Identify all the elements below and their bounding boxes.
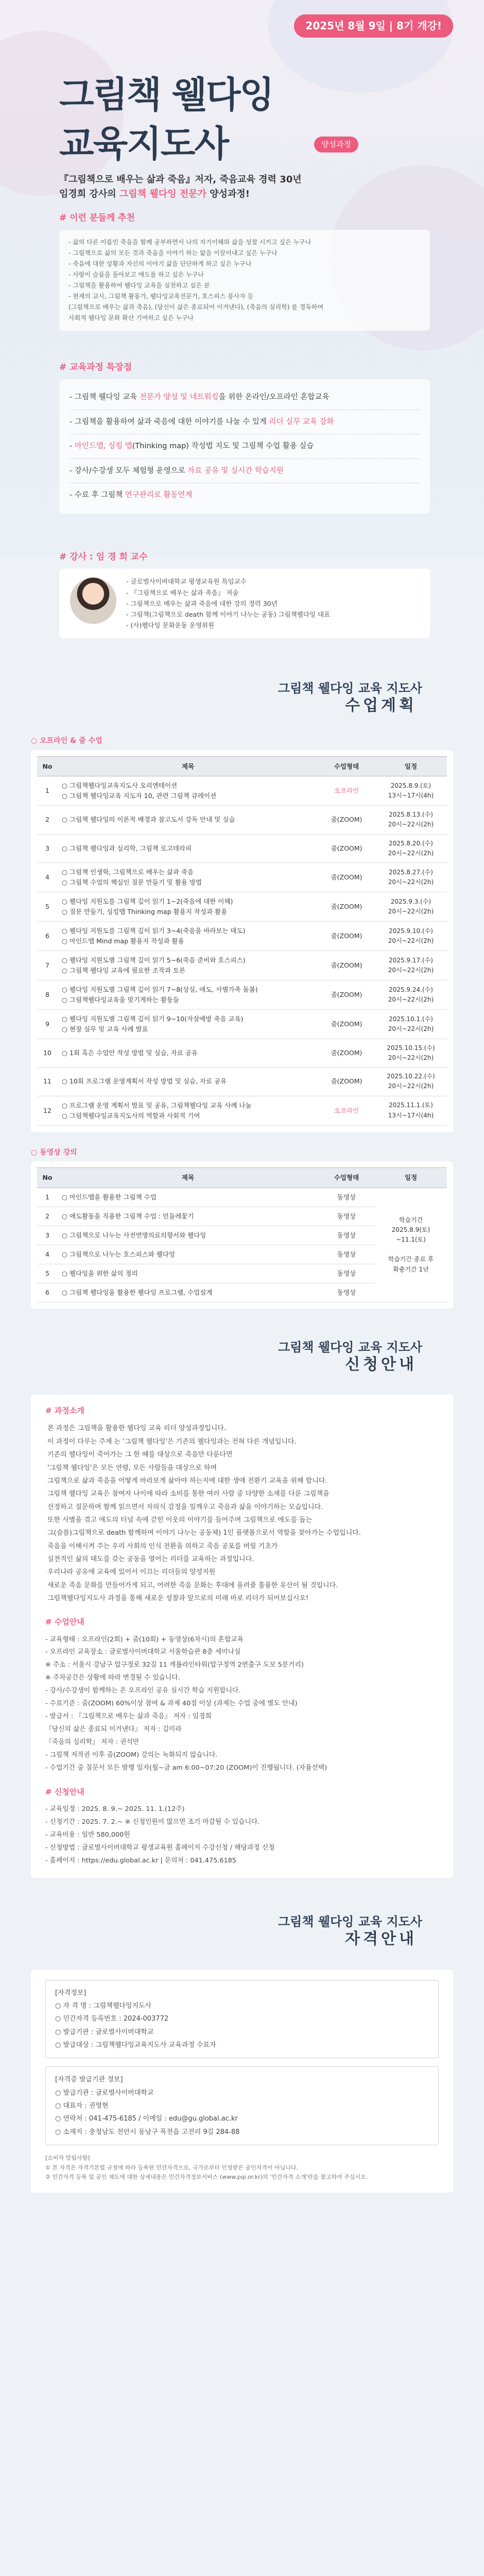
cell-no: 10 — [37, 1039, 58, 1067]
paragraph-line: 이 과정이 다루는 주제 는 '그림책 웰다잉'은 기존의 웰다잉과는 전혀 다른 개념입니다. — [47, 1437, 297, 1446]
col-header: 수업형태 — [318, 1168, 375, 1188]
cell-mode: 동영상 — [318, 1188, 375, 1207]
intro-line2 — [59, 187, 430, 201]
cell-date: 2025.8.9.(토) 13시~17시(4h) — [375, 776, 447, 806]
qual-heading — [0, 1914, 484, 1949]
course-badge: 양성과정 — [314, 137, 358, 152]
list-item: ○ 발급대상 : 그림책웰다잉교육지도사 교육과정 수료자 — [55, 2041, 216, 2049]
list-item: ○ 자 격 명 : 그림책웰다잉지도사 — [55, 2002, 152, 2010]
cell-no: 2 — [37, 1207, 58, 1226]
issuer-info-list — [55, 2087, 429, 2139]
cell-mode: 동영상 — [318, 1207, 375, 1226]
table-row — [37, 806, 447, 834]
cell-date: 학습기간 2025.8.9(토) ~11.1(토) 학습기간 종료 후 확충기간 1년 — [375, 1188, 447, 1302]
col-header: 제목 — [58, 756, 318, 776]
qualification-box — [31, 1970, 453, 2193]
intro-highlight: 그림책 웰다잉 전문가 — [119, 188, 206, 199]
class-info-list — [45, 1634, 439, 1775]
cell-mode: 동영상 — [318, 1264, 375, 1283]
table-row — [37, 1009, 447, 1039]
list-item: - 삶의 다른 이름인 죽음을 함께 공부하면서 나의 자기이해와 삶을 성찰 시키고 싶은 누구나 — [68, 239, 312, 246]
video-label: ○ 동영상 강의 — [31, 1148, 77, 1157]
issuer-info-box — [45, 2066, 439, 2145]
intro-line1: 『그림책으로 배우는 삶과 죽음』저자, 죽음교육 경력 30년 — [59, 174, 302, 185]
list-item: ※ 주소 : 서울시 강남구 압구정로 32길 11 캐롤라인타워(압구정역 2번출구 도보 5분거리) — [45, 1661, 304, 1669]
cell-mode: 동영상 — [318, 1226, 375, 1245]
bio-line: - 그림책(그림책으로 death 함께 이야기 나누는 공동) 그림책웰다잉 대표 — [126, 611, 331, 619]
cell-no: 11 — [37, 1067, 58, 1096]
feature-text: - 그림책을 활용하여 삶과 죽음에 대한 이야기를 나눌 수 있게 — [70, 417, 269, 426]
table-row — [37, 1039, 447, 1067]
intro-line2-a: 임경희 강사의 — [59, 188, 119, 199]
qual-info-box — [45, 1980, 439, 2059]
schedule-section — [0, 660, 484, 2224]
cell-date: 2025.9.10.(수) 20시~22시(2h) — [375, 921, 447, 951]
table-row — [37, 921, 447, 951]
cell-date: 2025.10.15.(수) 20시~22시(2h) — [375, 1039, 447, 1067]
list-item: ○ 소재지 : 충청남도 천안시 동남구 목천읍 고전리 9길 284-88 — [55, 2128, 240, 2136]
list-item: 사회적 웰다잉 문화 확산 기여하고 싶은 누구나 — [68, 314, 194, 322]
qual-heading-small: 그림책 웰다잉 교육 지도사 — [278, 1914, 422, 1929]
cell-no: 3 — [37, 834, 58, 862]
qual-info-title: [자격정보] — [55, 1989, 87, 1997]
qual-heading-big: 자격안내 — [345, 1930, 417, 1948]
cell-title: ○ 웰다잉 지원도별 그림책 깊이 읽기 9~10(자살예방 죽음 교육) ○ 현장 실무 및 교육 사례 발표 — [58, 1009, 318, 1039]
col-header: 일정 — [375, 756, 447, 776]
page-title-line2: 교육지도사 — [59, 123, 229, 165]
bio-line: - 『그림책으로 배우는 삶과 죽음』 저술 — [126, 588, 239, 597]
cell-no: 6 — [37, 1283, 58, 1302]
feature-text: - 강사/수강생 모두 체험형 운영으로 — [70, 466, 188, 475]
feature-row — [70, 434, 420, 459]
cell-mode: 동영상 — [318, 1283, 375, 1302]
list-item: - 신청기간 : 2025. 7. 2.~ ※ 신청인원이 많으면 조기 마감될 수 있습니다. — [45, 1818, 260, 1826]
offline-zoom-label: ○ 오프라인 & 줌 수업 — [31, 737, 102, 745]
schedule-heading-big: 수업계획 — [345, 696, 417, 715]
bio-line: - (사)웰다잉 문화운동 운영위원 — [126, 621, 215, 630]
cell-mode: 줌(ZOOM) — [318, 1067, 375, 1096]
table-row — [37, 1188, 447, 1207]
lecturer-box — [59, 569, 430, 638]
cell-no: 1 — [37, 776, 58, 806]
table-row — [37, 951, 447, 980]
guide-heading-small: 그림책 웰다잉 교육 지도사 — [278, 1340, 422, 1354]
feature-row — [70, 483, 420, 507]
intro-text — [59, 173, 430, 201]
cell-title: ○ 그림책 웰다잉의 이론적 배경과 참고도서 강독 안내 및 실습 — [58, 806, 318, 834]
table-row — [37, 776, 447, 806]
feature-text: - — [70, 442, 75, 451]
list-item: - 수업기간 중 질문서 모든 발행 일자(월~금 am 6:00~07:20 (ZOOM)이 진행됩니다. (자율선택) — [45, 1764, 327, 1772]
feature-row — [70, 385, 420, 410]
notice-line: ② 민간자격 등록 및 공인 제도에 대한 상세내용은 민간자격정보서비스 (www.pqi.or.kr)의 '민간자격 소개'란을 참고하여 주십시오. — [45, 2174, 368, 2181]
paragraph-line: 또한 사별을 겪고 애도의 터널 속에 갇힌 이웃의 이야기를 들어주며 그림책으로 애도를 돕는 — [47, 1516, 313, 1524]
table-row — [37, 980, 447, 1009]
table-row — [37, 1067, 447, 1096]
table-row — [37, 1096, 447, 1125]
list-item: - 교육형태 : 오프라인(2회) + 줌(10회) + 동영상(6차시)의 혼합교육 — [45, 1635, 244, 1643]
issuer-info-title: [자격증 발급기관 정보] — [55, 2076, 123, 2084]
course-intro-heading: # 과정소개 — [45, 1406, 84, 1416]
cell-mode: 줌(ZOOM) — [318, 1039, 375, 1067]
video-table-wrap — [31, 1161, 453, 1308]
col-header: 수업형태 — [318, 756, 375, 776]
list-item: - 교육일정 : 2025. 8. 9.~ 2025. 11. 1.(12주) — [45, 1805, 185, 1814]
lecturer-section — [59, 550, 430, 638]
feature-text: 을 위한 온라인/오프라인 혼합교육 — [218, 393, 330, 402]
cell-date: 2025.10.1.(수) 20시~22시(2h) — [375, 1009, 447, 1039]
paragraph-line: 그림책웰다잉지도사 과정을 통해 새로운 성찰과 앞으로의 미래 바로 리더가 되어보십시오! — [47, 1594, 309, 1602]
start-date-badge: 2025년 8월 9일 | 8기 개강! — [294, 14, 453, 38]
guide-heading — [0, 1340, 484, 1375]
cell-mode: 줌(ZOOM) — [318, 862, 375, 892]
cell-date: 2025.9.17.(수) 20시~22시(2h) — [375, 951, 447, 980]
feature-row — [70, 459, 420, 483]
paragraph-line: 실천적인 삶의 태도를 갖는 공동을 열어는 리더를 교육하는 과정입니다. — [47, 1555, 254, 1563]
list-item: ○ 민간자격 등록번호 : 2024-003772 — [55, 2015, 169, 2023]
apply-info-list — [45, 1803, 439, 1868]
notice-line: [소비자 알림사항] — [45, 2154, 90, 2161]
list-item: - 강사/수강생이 함께하는 온 오프라인 공유 실시간 학습 지원합니다. — [45, 1687, 241, 1695]
feature-highlight: 전문가 양성 및 네트워킹 — [139, 393, 219, 402]
list-item: - 그림책을 활용하여 웰다잉 교육을 실천하고 싶은 분 — [68, 282, 210, 290]
paragraph-line: 그림책 웰다잉 교육은 참여자 나이에 따라 소비를 통한 여러 사람 중 다양한 소재를 다룬 그림책을 — [47, 1490, 330, 1498]
cell-title: ○ 마인드맵을 활용한 그림책 수업 — [58, 1188, 318, 1207]
list-item: (그림책으로 배우는 삶과 죽음), (당신이 삶은 종료되어 이겨낸다), (죽음의 실리학) 를 경독하여 — [68, 303, 323, 311]
guide-heading-big: 신청안내 — [345, 1355, 417, 1374]
cell-no: 8 — [37, 980, 58, 1009]
cell-title: ○ 그림책 인생학, 그림책으로 배우는 삶과 죽음 ○ 그림책 수업의 핵심인 질문 만들기 및 활용 방법 — [58, 862, 318, 892]
schedule-heading — [0, 681, 484, 716]
bio-line: - 글로벌사이버대학교 평생교육원 특임교수 — [126, 578, 247, 586]
cell-title: ○ 1회 혹은 수업안 작성 방법 및 실습, 자료 공유 — [58, 1039, 318, 1067]
recommend-section — [59, 211, 430, 331]
cell-title: ○ 웰다잉 지원도별 그림책 깊이 읽기 5~6(죽음 준비와 호스피스) ○ 그림책 웰다잉 교육에 필요한 조작과 토론 — [58, 951, 318, 980]
recommend-heading: # 이런 분들께 추천 — [59, 213, 135, 223]
cell-date: 2025.8.20.(수) 20시~22시(2h) — [375, 834, 447, 862]
list-item: 『죽음의 심리학』 저자 : 권석만 — [45, 1738, 140, 1747]
cell-no: 6 — [37, 921, 58, 951]
course-intro-box — [31, 1395, 453, 1878]
cell-date: 2025.9.24.(수) 20시~22시(2h) — [375, 980, 447, 1009]
features-heading: # 교육과정 특장점 — [59, 362, 132, 372]
list-item: ※ 주차공간은 상황에 따라 변경될 수 있습니다. — [45, 1674, 180, 1682]
qual-info-list — [55, 1999, 429, 2052]
recommend-box — [59, 230, 430, 331]
list-item: - 신청방법 : 글로벌사이버대학교 평생교육원 홈페이지 수강신청 / 해당과정 신청 — [45, 1844, 275, 1852]
table-row — [37, 862, 447, 892]
cell-title: ○ 애도활동을 직용한 그림책 수업 : 민들레꽃기 — [58, 1207, 318, 1226]
cell-no: 4 — [37, 862, 58, 892]
list-item: - 수료기준 : 줌(ZOOM) 60%이상 참여 & 과제 40점 이상 (과제는 수업 중에 별도 안내) — [45, 1700, 298, 1708]
list-item: - 그림책 저작권 이후 줌(ZOOM) 강의는 녹화되지 않습니다. — [45, 1751, 218, 1759]
table-row — [37, 834, 447, 862]
cell-title: ○ 그림책 웰다잉을 활용한 웰다잉 프로그램, 수업설계 — [58, 1283, 318, 1302]
cell-title: ○ 그림책으로 나누는 사전연명의료의향서와 웰다잉 — [58, 1226, 318, 1245]
list-item: ○ 대표자 : 권영현 — [55, 2102, 109, 2110]
apply-info-heading: # 신청안내 — [45, 1787, 84, 1797]
col-header: No — [37, 1168, 58, 1188]
feature-text: (Thinking map) 작성법 지도 및 그림책 수업 활용 실습 — [132, 442, 314, 451]
paragraph-line: 그림책으로 삶과 죽음을 어떻게 바라보게 삶아야 하는지에 대한 생애 전환기 교육을 위해 합니다. — [47, 1477, 327, 1485]
cell-no: 2 — [37, 806, 58, 834]
consumer-notice — [45, 2154, 439, 2182]
cell-title: ○ 웰다잉을 위한 삶의 정리 — [58, 1264, 318, 1283]
cell-date: 2025.8.27.(수) 20시~22시(2h) — [375, 862, 447, 892]
cell-no: 1 — [37, 1188, 58, 1207]
list-item: - 교육비용 : 일반 580,000원 — [45, 1831, 130, 1839]
cell-mode: 줌(ZOOM) — [318, 951, 375, 980]
paragraph-line: 그(슬픔)그림책으로 death 함께하며 이야기 나누는 공동체) 1인 플랫폼으로서 역할을 찾아가는 수업입니다. — [47, 1529, 361, 1537]
cell-title: ○ 그림책으로 나누는 호스피스와 웰다잉 — [58, 1245, 318, 1264]
cell-mode: 줌(ZOOM) — [318, 892, 375, 921]
cell-mode: 줌(ZOOM) — [318, 980, 375, 1009]
feature-highlight: 마인드맵, 싱킹 맵 — [74, 442, 132, 451]
notice-line: ① 본 자격은 자격기본법 규정에 따라 등록한 민간자격으로, 국가로부터 인정받은 공인자격이 아닙니다. — [45, 2164, 298, 2171]
cell-no: 7 — [37, 951, 58, 980]
cell-no: 12 — [37, 1096, 58, 1125]
decor-blob — [268, 0, 453, 93]
cell-no: 5 — [37, 1264, 58, 1283]
feature-highlight: 자료 공유 및 실시간 학습지원 — [187, 466, 284, 475]
list-item: ○ 발급기관 : 글로벌사이버대학교 — [55, 2028, 154, 2036]
list-item: ○ 연락처 : 041-475-6185 / 이메일 : edu@gu.global.ac.kr — [55, 2115, 238, 2123]
cell-no: 5 — [37, 892, 58, 921]
paragraph-line: 본 과정은 그림책을 활용한 웰다잉 교육 리더 양성과정입니다. — [47, 1425, 227, 1433]
list-item: - 그림책으로 삶의 모든 것과 죽음을 이야기 하는 앎을 이끌어내고 싶은 누구나 — [68, 249, 278, 257]
list-item: - 죽음에 대한 상황과 자신의 이야기 삶을 단단하게 하고 싶은 누구나 — [68, 260, 252, 268]
lecturer-bio — [126, 576, 330, 631]
page-title-line1: 그림책 웰다잉 — [59, 74, 274, 116]
bio-line: - 그림책으로 배우는 삶과 죽음에 대한 강의 경력 30년 — [126, 599, 278, 607]
cell-mode: 오프라인 — [318, 1096, 375, 1125]
table-row — [37, 892, 447, 921]
lecturer-heading: # 강사 : 임 경 희 교수 — [59, 552, 148, 562]
feature-text: - 그림책 웰다잉 교육 — [70, 393, 140, 402]
cell-mode: 줌(ZOOM) — [318, 1009, 375, 1039]
cell-mode: 동영상 — [318, 1245, 375, 1264]
feature-text: - 수료 후 그림책 — [70, 491, 125, 500]
cell-mode: 줌(ZOOM) — [318, 806, 375, 834]
bottom-spacer — [0, 2193, 484, 2224]
hero-section — [0, 0, 484, 556]
list-item: - 발급서 : 『그림책으로 배우는 삶과 죽음』 저자 : 임경희 — [45, 1713, 212, 1721]
lecturer-avatar — [68, 576, 118, 625]
feature-highlight: 연구관리로 활동연계 — [125, 491, 193, 500]
paragraph-line: 새로운 죽음 문화를 만들어가게 되고, 어려한 죽음 문화는 후대에 올려줄 훌륭한 유산이 될 것입니다. — [47, 1581, 338, 1589]
cell-title: ○ 그림책웰다잉교육지도사 오리엔테이션 ○ 그림책 웰다잉교육 지도자 10, 관련 그림책 큐레이션 — [58, 776, 318, 806]
schedule-table-wrap — [31, 750, 453, 1132]
cell-date: 2025.10.22.(수) 20시~22시(2h) — [375, 1067, 447, 1096]
paragraph-line: 선정하고 질문하며 함께 읽으면서 자의식 감정을 일깨우고 죽음과 삶을 이야기하는 모습입니다. — [47, 1503, 323, 1511]
cell-title: ○ 10회 프로그램 운영계획서 작성 방법 및 실습, 자료 공유 — [58, 1067, 318, 1096]
feature-highlight: 리더 실무 교육 강화 — [269, 417, 334, 426]
cell-no: 4 — [37, 1245, 58, 1264]
features-section — [59, 361, 430, 514]
cell-no: 9 — [37, 1009, 58, 1039]
schedule-heading-small: 그림책 웰다잉 교육 지도사 — [278, 681, 422, 696]
paragraph-line: '그림책 웰다잉'은 모든 연령, 모든 사람들을 대상으로 하며 — [47, 1464, 217, 1472]
paragraph-line: 죽음을 이해시켜 주는 우리 사회의 인식 전환을 의하고 죽음 공포를 버릴 기초가 — [47, 1542, 278, 1550]
paragraph-line: 기존의 웰다잉이 죽어가는 그 한 때를 대상으로 죽음만 다룬다면 — [47, 1451, 233, 1459]
cell-date: 2025.11.1.(토) 13시~17시(4h) — [375, 1096, 447, 1125]
intro-line2-b: 양성과정! — [206, 188, 250, 199]
cell-date: 2025.8.13.(수) 20시~22시(2h) — [375, 806, 447, 834]
class-info-heading: # 수업안내 — [45, 1617, 84, 1627]
feature-row — [70, 410, 420, 434]
cell-title: ○ 웰다잉 지원도별 그림책 깊이 읽기 7~8(상실, 애도, 사별가족 돌봄) ○ 그림책웰다잉교육을 맞기게하는 활동들 — [58, 980, 318, 1009]
list-item: 『당신의 삶은 종료되 이겨낸다』 저자 : 김미라 — [45, 1725, 182, 1734]
cell-mode: 줌(ZOOM) — [318, 921, 375, 951]
col-header: 일정 — [375, 1168, 447, 1188]
cell-title: ○ 웰다잉 지원도를 그림책 깊이 읽기 3~4(죽음을 바라보는 태도) ○ 마인드맵 Mind map 활용지 작성과 활용 — [58, 921, 318, 951]
cell-title: ○ 그림책 웰다잉과 심리학, 그림책 로고테라피 — [58, 834, 318, 862]
col-header: No — [37, 756, 58, 776]
cell-mode: 오프라인 — [318, 776, 375, 806]
list-item: - 현재의 교사, 그림책 활동가, 웰다잉교육전문가, 호스피스 봉사자 등 — [68, 293, 254, 300]
video-table — [37, 1167, 447, 1302]
col-header: 제목 — [58, 1168, 318, 1188]
cell-date: 2025.9.3.(수) 20시~22시(2h) — [375, 892, 447, 921]
cell-title: ○ 프로그램 운영 계획서 발표 및 공유, 그림책웰다잉 교육 사례 나눔 ○ 그림책웰다잉교육지도사의 역할과 사회적 기여 — [58, 1096, 318, 1125]
list-item: - 홈페이지 : https://edu.global.ac.kr | 문의처 : 041.475.6185 — [45, 1857, 236, 1865]
list-item: ○ 발급기관 : 글로벌사이버대학교 — [55, 2089, 154, 2097]
features-box — [59, 379, 430, 513]
list-item: - 오프라인 교육장소 : 글로벌사이버대학교 서울학습관 8층 세미나실 — [45, 1648, 241, 1656]
schedule-table — [37, 756, 447, 1126]
cell-title: ○ 웰다잉 지원도를 그림책 깊이 읽기 1~2(죽음에 대한 이해) ○ 질문 만들기, 싱킹맵 Thinking map 활용지 작성과 활용 — [58, 892, 318, 921]
cell-mode: 줌(ZOOM) — [318, 834, 375, 862]
course-intro-text — [45, 1422, 439, 1605]
list-item: - 사랑이 슬픔을 돌아보고 애도를 하고 싶은 누구나 — [68, 271, 204, 279]
paragraph-line: 우리나라 공유에 교육에 있어서 이끄는 리더들의 양성지원 — [47, 1568, 216, 1577]
cell-no: 3 — [37, 1226, 58, 1245]
